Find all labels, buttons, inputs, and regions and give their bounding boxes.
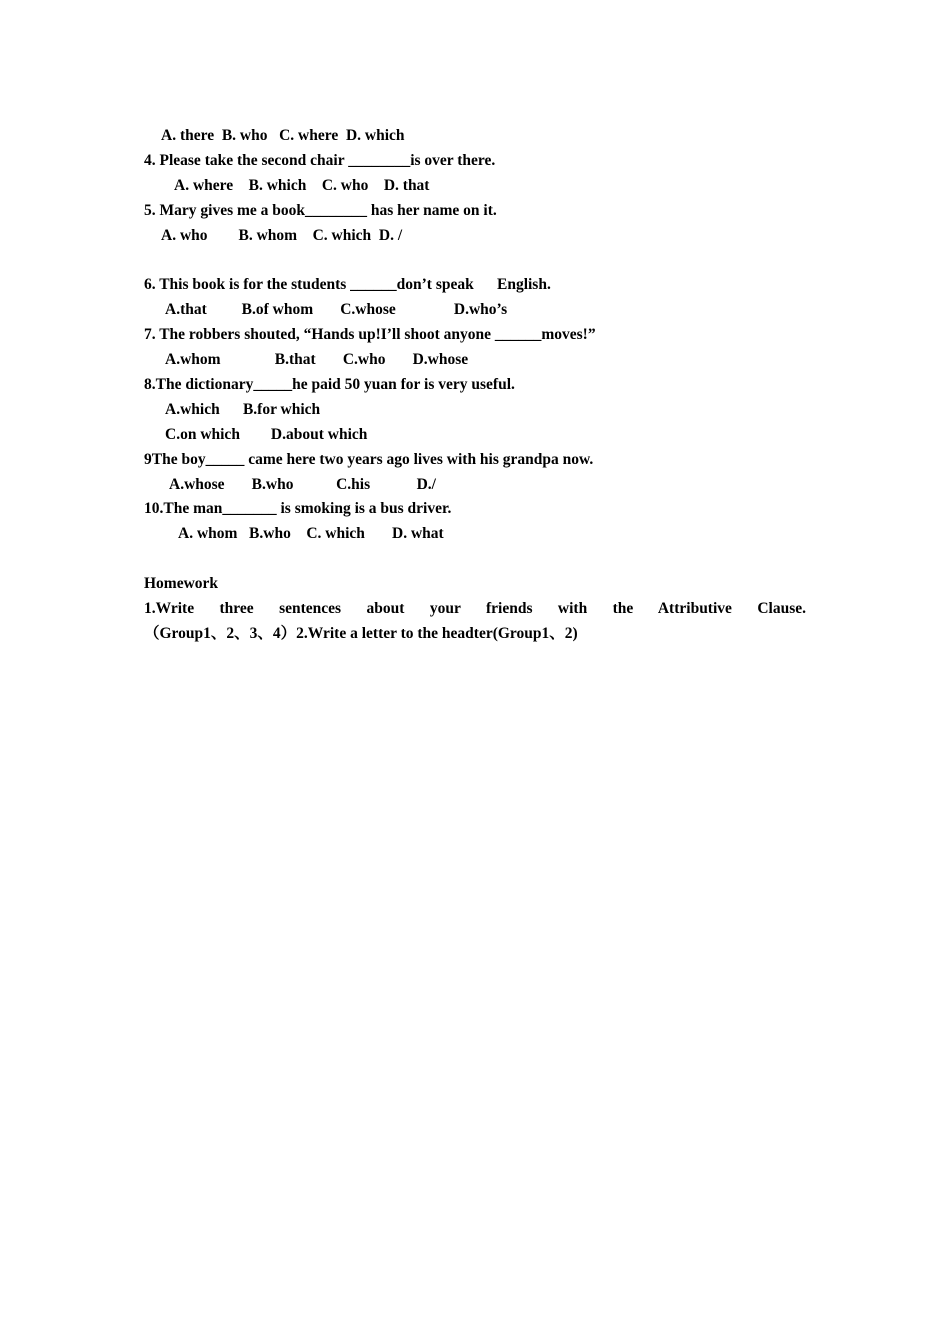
q8-stem: 8.The dictionary_____he paid 50 yuan for is very useful. — [144, 376, 515, 393]
q8-options-line1: A.which B.for which — [165, 401, 321, 418]
q6-options: A.that B.of whom C.whose D.who’s — [165, 301, 508, 318]
q10-stem: 10.The man_______ is smoking is a bus driver. — [144, 500, 452, 517]
q5-stem: 5. Mary gives me a book________ has her name on it. — [144, 202, 497, 219]
q7-options: A.whom B.that C.who D.whose — [165, 351, 469, 368]
q6-stem: 6. This book is for the students ______don’t speak English. — [144, 276, 551, 293]
q9-stem: 9The boy_____ came here two years ago lives with his grandpa now. — [144, 451, 594, 468]
homework-heading: Homework — [144, 575, 219, 592]
q9-options: A.whose B.who C.his D./ — [169, 476, 436, 493]
q8-options-line2: C.on which D.about which — [165, 426, 368, 443]
q7-stem: 7. The robbers shouted, “Hands up!I’ll shoot anyone ______moves!” — [144, 326, 596, 343]
homework-task-1: 1.Write three sentences about your friends with the Attributive Clause. — [144, 600, 806, 617]
homework-task-2: （Group1、2、3、4）2.Write a letter to the headter(Group1、2) — [144, 625, 578, 642]
q4-options: A. where B. which C. who D. that — [174, 177, 430, 194]
q5-options: A. who B. whom C. which D. / — [161, 227, 403, 244]
q10-options: A. whom B.who C. which D. what — [178, 525, 444, 542]
q3-options: A. there B. who C. where D. which — [161, 127, 405, 144]
q4-stem: 4. Please take the second chair ________is over there. — [144, 152, 496, 169]
